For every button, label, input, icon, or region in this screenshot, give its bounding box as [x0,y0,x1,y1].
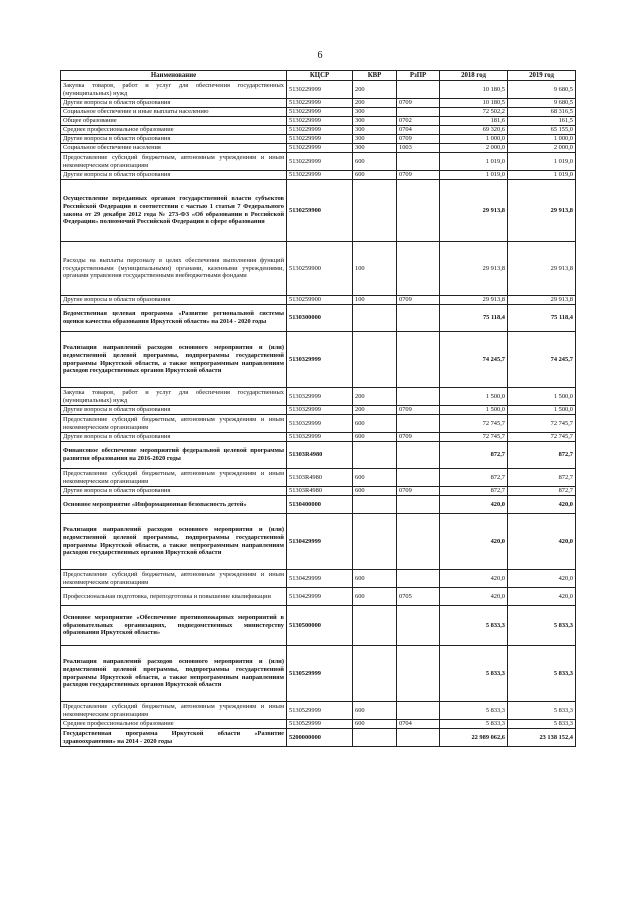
row-2018-cell: 1 019,0 [440,171,508,180]
table-row [61,81,576,99]
row-2019-cell: 75 118,4 [508,305,576,332]
row-name-cell: Другие вопросы в области образования [61,487,287,496]
table-row [61,588,576,606]
row-2019-cell: 29 913,8 [508,242,576,296]
table-row [61,496,576,514]
row-2018-cell: 75 118,4 [440,305,508,332]
row-kvr-cell: 600 [353,487,397,496]
row-rzpr-cell [397,388,440,406]
row-name-cell: Среднее профессиональное образование [61,126,287,135]
row-rzpr-cell [397,702,440,720]
table-row [61,99,576,108]
row-2018-cell: 1 019,0 [440,153,508,171]
header-kcsr: КЦСР [287,71,353,81]
row-2019-cell: 1 019,0 [508,171,576,180]
row-2019-cell: 1 500,0 [508,388,576,406]
row-2019-cell: 161,5 [508,117,576,126]
row-2019-cell: 72 745,7 [508,433,576,442]
table-row [61,570,576,588]
row-name-cell: Общее образование [61,117,287,126]
row-kcsr-cell: 5200000000 [287,729,353,747]
row-name-cell: Другие вопросы в области образования [61,433,287,442]
row-name-cell: Другие вопросы в области образования [61,135,287,144]
row-name-cell: Расходы на выплаты персоналу в целях обеспечения выполнения функций государственными (муниципальными) органами, казенными учреждениями, органами управления государственными внебюджетными фондами [61,242,287,296]
row-2019-cell: 5 833,3 [508,720,576,729]
table-row [61,415,576,433]
row-kcsr-cell: 5130300000 [287,305,353,332]
row-name-cell: Основное мероприятие «Обеспечение противопожарных мероприятий в образовательных организациях, подведомственных министерству образования Иркутской области» [61,606,287,646]
row-2019-cell: 29 913,8 [508,180,576,242]
row-rzpr-cell [397,496,440,514]
row-kvr-cell [353,332,397,388]
row-rzpr-cell [397,729,440,747]
row-2018-cell: 72 745,7 [440,433,508,442]
table-row [61,135,576,144]
row-kvr-cell [353,180,397,242]
row-kvr-cell [353,729,397,747]
row-2019-cell: 5 833,3 [508,702,576,720]
row-2019-cell: 74 245,7 [508,332,576,388]
row-2018-cell: 872,7 [440,442,508,469]
row-name-cell: Предоставление субсидий бюджетным, автономным учреждениям и иным некоммерческим организациям [61,415,287,433]
page-number: 6 [317,50,323,61]
table-row [61,305,576,332]
row-2019-cell: 1 019,0 [508,153,576,171]
row-2018-cell: 872,7 [440,469,508,487]
row-name-cell: Реализация направлений расходов основного мероприятия и (или) ведомственной целевой программы, подпрограммы государственной программы Иркутской области, а также непрограммным направлениям расходов государственных органов Иркутской области [61,332,287,388]
table-header-row [61,71,576,81]
row-2018-cell: 5 833,3 [440,646,508,702]
table-row [61,442,576,469]
row-name-cell: Другие вопросы в области образования [61,171,287,180]
row-kvr-cell: 200 [353,81,397,99]
row-2019-cell: 65 155,0 [508,126,576,135]
row-kcsr-cell: 5130229999 [287,171,353,180]
row-rzpr-cell: 0709 [397,99,440,108]
row-kvr-cell [353,305,397,332]
row-name-cell: Предоставление субсидий бюджетным, автономным учреждениям и иным некоммерческим организациям [61,153,287,171]
row-2018-cell: 1 500,0 [440,388,508,406]
row-kcsr-cell: 5130329999 [287,332,353,388]
row-name-cell: Предоставление субсидий бюджетным, автономным учреждениям и иным некоммерческим организациям [61,469,287,487]
row-kvr-cell: 600 [353,570,397,588]
row-2019-cell: 872,7 [508,442,576,469]
row-2019-cell: 5 833,3 [508,646,576,702]
row-2019-cell: 420,0 [508,570,576,588]
header-2018: 2018 год [440,71,508,81]
header-kvr: КВР [353,71,397,81]
row-rzpr-cell [397,108,440,117]
row-kcsr-cell: 5130400000 [287,496,353,514]
row-rzpr-cell [397,415,440,433]
row-kcsr-cell: 5130229999 [287,153,353,171]
row-2018-cell: 420,0 [440,496,508,514]
row-2019-cell: 9 680,5 [508,99,576,108]
row-2019-cell: 1 500,0 [508,406,576,415]
row-name-cell: Закупка товаров, работ и услуг для обеспечения государственных (муниципальных) нужд [61,388,287,406]
row-rzpr-cell [397,570,440,588]
table-row [61,117,576,126]
header-2019: 2019 год [508,71,576,81]
row-kcsr-cell: 51303R4980 [287,487,353,496]
row-2019-cell: 5 833,3 [508,606,576,646]
header-name: Наименование [61,71,287,81]
table-row [61,406,576,415]
header-rzpr: РзПР [397,71,440,81]
table-row [61,433,576,442]
row-kcsr-cell: 5130429999 [287,588,353,606]
row-rzpr-cell: 0709 [397,171,440,180]
row-2019-cell: 2 000,0 [508,144,576,153]
row-kcsr-cell: 5130229999 [287,144,353,153]
row-kvr-cell: 600 [353,415,397,433]
row-2019-cell: 1 000,0 [508,135,576,144]
row-2018-cell: 420,0 [440,570,508,588]
row-2018-cell: 74 245,7 [440,332,508,388]
row-name-cell: Осуществление переданных органам государственной власти субъектов Российской Федерации в соответствии с частью 1 статьи 7 Федерального закона от 29 декабря 2012 года № 273-ФЗ «Об образовании в Российской Федерации» полномочий Российской Федерации в сфере образования [61,180,287,242]
table-row [61,296,576,305]
row-kcsr-cell: 5130229999 [287,99,353,108]
row-kcsr-cell: 5130229999 [287,135,353,144]
table-row [61,469,576,487]
row-kcsr-cell: 5130259900 [287,296,353,305]
table-row [61,180,576,242]
row-kvr-cell: 600 [353,588,397,606]
row-kcsr-cell: 5130329999 [287,433,353,442]
row-rzpr-cell: 0704 [397,720,440,729]
row-name-cell: Предоставление субсидий бюджетным, автономным учреждениям и иным некоммерческим организациям [61,702,287,720]
row-rzpr-cell: 0705 [397,588,440,606]
row-kcsr-cell: 51303R4980 [287,469,353,487]
row-2019-cell: 72 745,7 [508,415,576,433]
row-kcsr-cell: 5130329999 [287,388,353,406]
row-kvr-cell: 600 [353,153,397,171]
row-rzpr-cell [397,153,440,171]
row-kvr-cell: 300 [353,135,397,144]
row-kvr-cell: 200 [353,406,397,415]
row-kcsr-cell: 5130259900 [287,180,353,242]
row-kcsr-cell: 5130429999 [287,570,353,588]
table-row [61,126,576,135]
table-row [61,108,576,117]
row-2018-cell: 2 000,0 [440,144,508,153]
row-name-cell: Другие вопросы в области образования [61,296,287,305]
row-kvr-cell [353,514,397,570]
table-row [61,153,576,171]
row-2019-cell: 420,0 [508,514,576,570]
row-rzpr-cell: 1003 [397,144,440,153]
row-kcsr-cell: 5130229999 [287,117,353,126]
row-rzpr-cell [397,606,440,646]
row-name-cell: Ведомственная целевая программа «Развитие региональной системы оценки качества образования Иркутской области» на 2014 - 2020 годы [61,305,287,332]
row-kvr-cell: 200 [353,388,397,406]
table-row [61,606,576,646]
row-2019-cell: 872,7 [508,469,576,487]
table-row [61,729,576,747]
table-row [61,144,576,153]
row-name-cell: Профессиональная подготовка, переподготовка и повышение квалификации [61,588,287,606]
row-2018-cell: 5 833,3 [440,606,508,646]
row-2018-cell: 10 180,5 [440,81,508,99]
row-kcsr-cell: 5130259900 [287,242,353,296]
row-2018-cell: 1 000,0 [440,135,508,144]
row-2019-cell: 68 316,5 [508,108,576,117]
row-2018-cell: 5 833,3 [440,702,508,720]
row-rzpr-cell [397,81,440,99]
row-2018-cell: 10 180,5 [440,99,508,108]
table-row [61,514,576,570]
row-kcsr-cell: 5130500000 [287,606,353,646]
row-rzpr-cell [397,242,440,296]
row-2018-cell: 69 320,6 [440,126,508,135]
row-kcsr-cell: 5130529999 [287,720,353,729]
row-2018-cell: 1 500,0 [440,406,508,415]
table-row [61,720,576,729]
row-kvr-cell [353,496,397,514]
row-name-cell: Реализация направлений расходов основного мероприятия и (или) ведомственной целевой программы, подпрограммы государственной программы Иркутской области, а также непрограммным направлениям расходов государственных органов Иркутской области [61,646,287,702]
table-row [61,332,576,388]
row-rzpr-cell [397,646,440,702]
row-2019-cell: 23 138 152,4 [508,729,576,747]
row-kvr-cell [353,646,397,702]
row-2018-cell: 29 913,8 [440,242,508,296]
row-name-cell: Другие вопросы в области образования [61,406,287,415]
row-name-cell: Среднее профессиональное образование [61,720,287,729]
row-rzpr-cell [397,180,440,242]
row-rzpr-cell: 0709 [397,135,440,144]
row-kvr-cell: 200 [353,99,397,108]
row-kcsr-cell: 5130329999 [287,406,353,415]
row-rzpr-cell: 0709 [397,296,440,305]
row-2019-cell: 420,0 [508,588,576,606]
row-name-cell: Другие вопросы в области образования [61,99,287,108]
table-row [61,388,576,406]
row-name-cell: Закупка товаров, работ и услуг для обеспечения государственных (муниципальных) нужд [61,81,287,99]
row-2018-cell: 872,7 [440,487,508,496]
row-kvr-cell: 300 [353,126,397,135]
row-rzpr-cell: 0709 [397,433,440,442]
row-2019-cell: 420,0 [508,496,576,514]
row-kvr-cell [353,442,397,469]
table-body [61,81,576,747]
table-row [61,646,576,702]
row-2019-cell: 872,7 [508,487,576,496]
row-2018-cell: 181,6 [440,117,508,126]
row-2018-cell: 29 913,8 [440,180,508,242]
row-kvr-cell: 300 [353,117,397,126]
row-name-cell: Предоставление субсидий бюджетным, автономным учреждениям и иным некоммерческим организациям [61,570,287,588]
row-name-cell: Государственная программа Иркутской области «Развитие здравоохранения» на 2014 - 2020 годы [61,729,287,747]
row-kvr-cell: 600 [353,433,397,442]
row-2018-cell: 72 502,2 [440,108,508,117]
row-2018-cell: 29 913,8 [440,296,508,305]
row-kcsr-cell: 5130229999 [287,108,353,117]
row-name-cell: Финансовое обеспечение мероприятий федеральной целевой программы развития образования на 2016-2020 годы [61,442,287,469]
row-rzpr-cell [397,514,440,570]
row-kcsr-cell: 5130229999 [287,81,353,99]
row-rzpr-cell [397,469,440,487]
row-rzpr-cell [397,305,440,332]
row-rzpr-cell [397,442,440,469]
row-2018-cell: 420,0 [440,588,508,606]
row-2018-cell: 72 745,7 [440,415,508,433]
table-row [61,702,576,720]
table-row [61,487,576,496]
row-name-cell: Социальное обеспечение и иные выплаты населению [61,108,287,117]
row-name-cell: Социальное обеспечение населения [61,144,287,153]
row-name-cell: Основное мероприятие «Информационная безопасность детей» [61,496,287,514]
row-kvr-cell: 300 [353,108,397,117]
row-rzpr-cell [397,332,440,388]
row-kcsr-cell: 5130529999 [287,702,353,720]
row-2018-cell: 5 833,3 [440,720,508,729]
budget-table [60,70,576,747]
row-kcsr-cell: 51303R4980 [287,442,353,469]
row-kcsr-cell: 5130529999 [287,646,353,702]
row-kvr-cell: 600 [353,720,397,729]
row-kvr-cell: 100 [353,296,397,305]
table-row [61,242,576,296]
row-2019-cell: 9 680,5 [508,81,576,99]
row-2018-cell: 22 989 062,6 [440,729,508,747]
row-kvr-cell: 100 [353,242,397,296]
row-2018-cell: 420,0 [440,514,508,570]
row-kvr-cell: 600 [353,171,397,180]
row-rzpr-cell: 0704 [397,126,440,135]
row-kvr-cell: 600 [353,702,397,720]
row-name-cell: Реализация направлений расходов основного мероприятия и (или) ведомственной целевой программы, подпрограммы государственной программы Иркутской области, а также непрограммным направлениям расходов государственных органов Иркутской области [61,514,287,570]
row-kcsr-cell: 5130329999 [287,415,353,433]
row-rzpr-cell: 0709 [397,406,440,415]
row-kcsr-cell: 5130229999 [287,126,353,135]
row-2019-cell: 29 913,8 [508,296,576,305]
row-kvr-cell: 300 [353,144,397,153]
row-kcsr-cell: 5130429999 [287,514,353,570]
row-rzpr-cell: 0702 [397,117,440,126]
row-kvr-cell: 600 [353,469,397,487]
row-rzpr-cell: 0709 [397,487,440,496]
table-row [61,171,576,180]
row-kvr-cell [353,606,397,646]
